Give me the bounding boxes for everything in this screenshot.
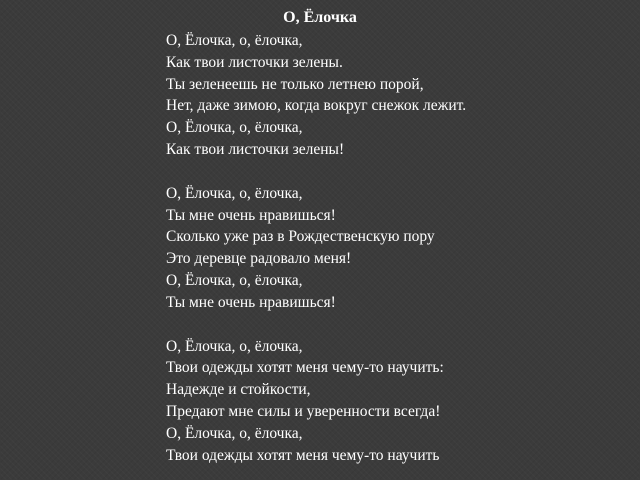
lyric-line: Нет, даже зимою, когда вокруг снежок лежит. [166, 97, 467, 115]
stanza-3 [166, 336, 466, 467]
lyric-line: О, Ёлочка, о, ёлочка, [166, 337, 303, 355]
stanza-2 [166, 183, 466, 314]
lyric-line: Ты мне очень нравишься! [166, 206, 336, 224]
lyric-line: О, Ёлочка, о, ёлочка, [166, 271, 303, 289]
lyric-line: Как твои листочки зелены. [166, 53, 343, 71]
lyric-line: Твои одежды хотят меня чему-то научить: [166, 359, 444, 377]
stanza-1 [166, 30, 466, 161]
lyric-line: Ты зеленеешь не только летнею порой, [166, 75, 424, 93]
lyric-line: Ты мне очень нравишься! [166, 293, 336, 311]
lyric-line: О, Ёлочка, о, ёлочка, [166, 119, 303, 137]
lyric-line: Надежде и стойкости, [166, 381, 311, 399]
lyric-line: Предают мне силы и уверенности всегда! [166, 402, 441, 420]
lyric-line: О, Ёлочка, о, ёлочка, [166, 32, 303, 49]
lyrics-body [166, 30, 466, 466]
lyric-line: О, Ёлочка, о, ёлочка, [166, 184, 303, 202]
lyric-line: Сколько уже раз в Рождественскую пору [166, 228, 435, 246]
slide-title: О, Ёлочка [283, 9, 357, 26]
lyric-line: Это деревце радовало меня! [166, 250, 352, 268]
lyric-line: О, Ёлочка, о, ёлочка, [166, 424, 303, 442]
lyric-line: Как твои листочки зелены! [166, 140, 345, 158]
lyric-line: Твои одежды хотят меня чему-то научить [166, 446, 440, 464]
